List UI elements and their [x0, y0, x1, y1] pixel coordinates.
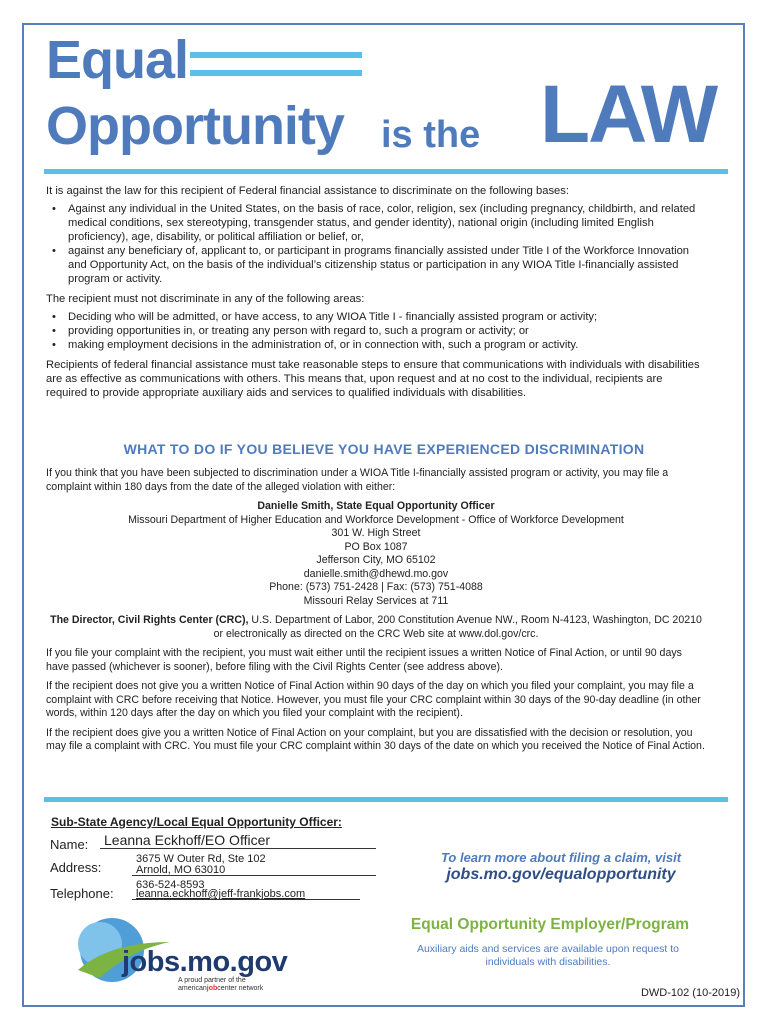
- bullet: •: [52, 311, 56, 323]
- brand-part: center: [217, 985, 237, 992]
- title-opportunity: Opportunity: [46, 96, 344, 156]
- crc-address: U.S. Department of Labor, 200 Constitution Avenue NW., Room N-4123, Washington, DC 20210 or electronically as directed on the CRC Web site at www.dol.gov/crc.: [213, 614, 702, 640]
- telephone-line: [132, 899, 360, 900]
- partner-line: A proud partner of the: [178, 977, 246, 984]
- footer-rule: [44, 797, 728, 802]
- officer-relay: Missouri Relay Services at 711: [303, 594, 449, 607]
- address-label: Address:: [50, 860, 102, 875]
- aux-aids-text: Auxiliary aids and services are available upon request to individuals with disabilities.: [416, 943, 680, 968]
- complaint-block: [46, 467, 706, 754]
- area-text: Deciding who will be admitted, or have access, to any WIOA Title I - financially assisted program or activity;: [68, 311, 598, 323]
- phone-value: 636-524-8593: [136, 879, 205, 891]
- officer-email: danielle.smith@dhewd.mo.gov: [303, 567, 449, 580]
- eoe-text: Equal Opportunity Employer/Program: [410, 916, 690, 933]
- officer-contact: [46, 500, 706, 608]
- list-item: [46, 244, 706, 286]
- form-code: DWD-102 (10-2019): [640, 987, 740, 999]
- recipients-paragraph: Recipients of federal financial assistance must take reasonable steps to ensure that communications with individuals with disabilities are as effective as communications with others. This means that, upon request and at no cost to the individual, recipients are required to provide appropriate auxiliary aids and services to qualified individuals with disabilities.: [46, 359, 700, 399]
- header-rule: [44, 169, 728, 174]
- officer-phone: Phone: (573) 751-2428 | Fax: (573) 751-4088: [269, 581, 483, 593]
- bullet: •: [52, 339, 56, 351]
- address-line1: 3675 W Outer Rd, Ste 102: [136, 853, 266, 865]
- list-item: [46, 338, 706, 352]
- list-item: [46, 202, 706, 244]
- address-line: [132, 875, 376, 876]
- list-item: [46, 310, 706, 324]
- notice-paragraph: If the recipient does give you a written Notice of Final Action on your complaint, but you are dissatisfied with the decision or resolution, you may file a complaint with CRC. You must file your CRC complaint within 30 days of the date on which you received the Notice of Final Action.: [46, 726, 705, 752]
- basis-text: against any beneficiary of, applicant to, or participant in programs financially assisted under Title I of the Workforce Innovation and Opportunity Act, on the basis of the individual’s citizenship status or participation in any WIOA Title I-financially assisted program or activity.: [68, 245, 690, 285]
- officer-name: Danielle Smith, State Equal Opportunity Officer: [257, 500, 495, 512]
- bullet: •: [52, 203, 56, 215]
- officer-dept: Missouri Department of Higher Education and Workforce Development - Office of Workforce Development: [128, 513, 624, 526]
- brand-part: network: [236, 985, 264, 992]
- officer-city: Jefferson City, MO 65102: [316, 554, 436, 566]
- complaint-paragraph: If you think that you have been subjected to discrimination under a WIOA Title I-financially assisted program or activity, you may file a complaint within 180 days from the date of the alleged violation with either:: [46, 467, 669, 493]
- name-line: [100, 848, 376, 849]
- telephone-label: Telephone:: [50, 886, 114, 901]
- email-value: leanna.eckhoff@jeff-frankjobs.com: [136, 888, 306, 900]
- intro-text: It is against the law for this recipient of Federal financial assistance to discriminate on the following bases:: [46, 185, 569, 197]
- name-label: Name:: [50, 837, 89, 852]
- equals-bar-top: [190, 52, 362, 58]
- brand-part: american: [178, 985, 207, 992]
- area-text: making employment decisions in the administration of, or in connection with, such a program or activity.: [68, 339, 579, 351]
- basis-text: Against any individual in the United States, on the basis of race, color, religion, sex (including pregnancy, childbirth, and related medical conditions, sex stereotyping, transgender status, and gender identity), national origin (including limited English proficiency), age, disability, or political affiliation or belief, or,: [68, 203, 696, 243]
- file-paragraph: If you file your complaint with the recipient, you must wait either until the recipient issues a written Notice of Final Action, or until 90 days have passed (whichever is sooner), before filing with the Civil Rights Center (see address above).: [46, 647, 682, 673]
- area-text: providing opportunities in, or treating any person with regard to, such a program or activity; or: [68, 325, 529, 337]
- areas-intro: The recipient must not discriminate in any of the following areas:: [46, 293, 365, 305]
- no-notice-paragraph: If the recipient does not give you a written Notice of Final Action within 90 days of the day on which you filed your complaint, you may file a complaint with CRC before receiving that Notice. However, you must file your CRC complaint within 30 days of the 90-day deadline (in other words, within 120 days after the day on which you filed your complaint with the recipient).: [46, 680, 701, 719]
- bullet: •: [52, 325, 56, 337]
- logo-partner: [178, 977, 263, 993]
- list-item: [46, 324, 706, 338]
- title-is-the: is the: [381, 114, 481, 156]
- crc-paragraph: [46, 614, 706, 641]
- equals-bar-bottom: [190, 70, 362, 76]
- officer-street: 301 W. High Street: [331, 527, 421, 539]
- local-officer-heading: Sub-State Agency/Local Equal Opportunity Officer:: [51, 815, 342, 829]
- intro-block: [46, 184, 706, 400]
- logo-text: jobs.mo.gov: [122, 946, 288, 978]
- name-value: Leanna Eckhoff/EO Officer: [104, 832, 271, 848]
- brand-part: job: [206, 985, 218, 992]
- eo-url-link[interactable]: jobs.mo.gov/equalopportunity: [446, 866, 676, 883]
- officer-pobox: PO Box 1087: [344, 540, 408, 553]
- title-equal: Equal: [46, 30, 189, 90]
- bullet: •: [52, 245, 56, 257]
- section-heading: WHAT TO DO IF YOU BELIEVE YOU HAVE EXPERIENCED DISCRIMINATION: [123, 441, 645, 457]
- address-line2: Arnold, MO 63010: [136, 864, 226, 876]
- title-law: LAW: [540, 69, 717, 160]
- learn-more-text: To learn more about filing a claim, visit: [440, 850, 682, 865]
- partner-brand: [178, 985, 263, 993]
- crc-title: The Director, Civil Rights Center (CRC),: [50, 614, 249, 626]
